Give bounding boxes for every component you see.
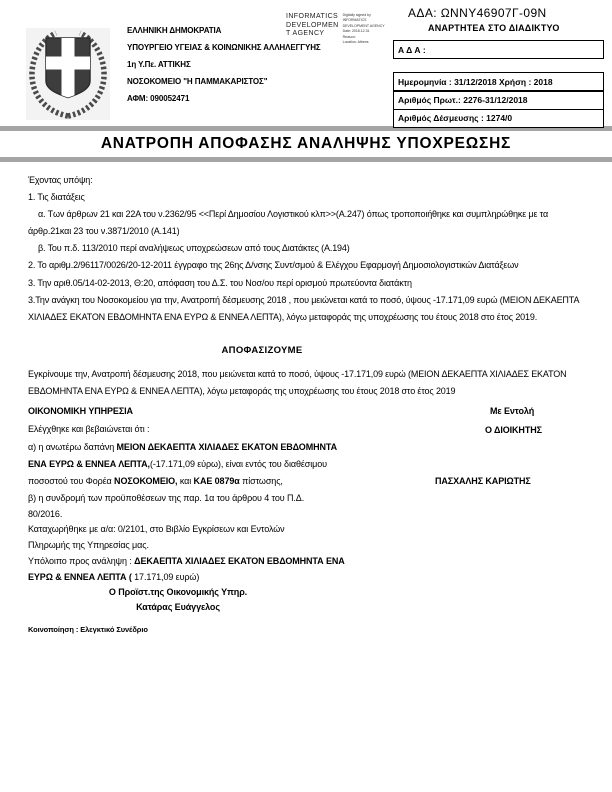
registered-line: Πληρωμής της Υπηρεσίας μας.: [28, 540, 149, 550]
clause-a-text: πίστωσης,: [239, 476, 283, 486]
date-box: Ημερομηνία : 31/12/2018 Χρήση : 2018: [393, 72, 604, 91]
preamble-line: 3.Την ανάγκη του Νοσοκομείου για την, Ανατροπή δέσμευσης 2018 , που μειώνεται κατά το ποσό, ύψους -17.171,09 ευρώ (ΜΕΙΟΝ ΔΕΚΑΕΠΤΑ: [28, 294, 580, 305]
clause-a-line: [28, 459, 327, 469]
org-country: ΕΛΛΗΝΙΚΗ ΔΗΜΟΚΡΑΤΙΑ: [127, 26, 222, 35]
stamp-signature-details: [343, 13, 385, 45]
verified-line: Ελέγχθηκε και βεβαιώνεται ότι :: [28, 424, 150, 434]
coat-of-arms-icon: [26, 28, 110, 120]
commander-title: Ο ΔΙΟΙΚΗΤΗΣ: [485, 425, 542, 435]
entity-name: ΝΟΣΟΚΟΜΕΙΟ,: [114, 476, 178, 486]
clause-a-amount-words: ΜΕΙΟΝ ΔΕΚΑΕΠΤΑ ΧΙΛΙΑΔΕΣ ΕΚΑΤΟΝ ΕΒΔΟΜΗΝΤΑ: [116, 442, 338, 452]
preamble-line: α. Των άρθρων 21 και 22Α του ν.2362/95 <<Περί Δημοσίου Λογιστικού κλπ>>(Α.247) όπως τροποποιήθηκε και συμπληρώθηκε με τα: [38, 209, 548, 220]
decision-section: [28, 366, 588, 400]
clause-a-line: [28, 476, 283, 486]
stamp-detail-line: Digitally signed by: [342, 13, 371, 17]
clause-a-text: (-17.171,09 εύρω), είναι εντός του διαθέσιμου: [149, 459, 327, 469]
clause-a-text: α) η ανωτέρω δαπάνη: [28, 442, 117, 452]
stamp-agency-line: INFORMATICS: [286, 13, 339, 20]
stamp-agency-line: T AGENCY: [286, 30, 325, 37]
clause-b-line: β) η συνδρομή των προϋποθέσεων της παρ. 1α του άρθρου 4 του Π.Δ.: [28, 493, 305, 503]
clause-a-text: και: [177, 476, 194, 486]
org-ministry: ΥΠΟΥΡΓΕΙΟ ΥΓΕΙΑΣ & ΚΟΙΝΩΝΙΚΗΣ ΑΛΛΗΛΕΓΓΥΗΣ: [127, 43, 321, 52]
kae-code: ΚΑΕ 0879α: [193, 476, 240, 486]
notification-line: Κοινοποίηση : Ελεγκτικό Συνέδριο: [28, 625, 148, 634]
title-rule-bottom: [0, 157, 612, 162]
ada-code: ΑΔΑ: ΩΝΝΥ46907Γ-09Ν: [408, 6, 547, 20]
having-regard-line: Έχοντας υπόψη:: [28, 175, 93, 185]
decision-heading: ΑΠΟΦΑΣΙΖΟΥΜΕ: [221, 345, 303, 356]
finance-dept-heading: ΟΙΚΟΝΟΜΙΚΗ ΥΠΗΡΕΣΙΑ: [28, 406, 133, 416]
finance-director-title: Ο Προϊστ.της Οικονομικής Υπηρ.: [108, 587, 248, 597]
stamp-agency-line: DEVELOPMEN: [286, 21, 339, 29]
stamp-detail-line: DEVELOPMENT AGENCY: [342, 23, 385, 28]
registered-line: Καταχωρήθηκε με α/α: 0/2101, στο Βιβλίο Εγκρίσεων και Εντολών: [28, 524, 285, 534]
balance-amount-words: ΔΕΚΑΕΠΤΑ ΧΙΛΙΑΔΕΣ ΕΚΑΤΟΝ ΕΒΔΟΜΗΝΤΑ ΕΝΑ: [134, 556, 345, 566]
document-title: ΑΝΑΤΡΟΠΗ ΑΠΟΦΑΣΗΣ ΑΝΑΛΗΨΗΣ ΥΠΟΧΡΕΩΣΗΣ: [100, 135, 512, 152]
clause-a-amount-words: ΕΝΑ ΕΥΡΩ & ΕΝΝΕΑ ΛΕΠΤΑ,: [28, 459, 150, 469]
commander-name: ΠΑΣΧΑΛΗΣ ΚΑΡΙΩΤΗΣ: [435, 476, 531, 486]
balance-amount-words: ΕΥΡΩ & ΕΝΝΕΑ ΛΕΠΤΑ (: [28, 572, 132, 582]
clause-b-line: 80/2016.: [28, 509, 63, 519]
preamble-line: άρθρ.21και 23 του ν.3871/2010 (Α.141): [28, 226, 180, 237]
by-order-label: Με Εντολή: [490, 406, 535, 416]
internet-publish-notice: ΑΝΑΡΤΗΤΕΑ ΣΤΟ ΔΙΑΔΙΚΤΥΟ: [428, 23, 560, 33]
balance-line: [28, 556, 345, 566]
preamble-section: [28, 172, 588, 326]
stamp-agency-name: [286, 13, 339, 45]
ada-box: Α Δ Α :: [393, 40, 604, 59]
digital-signature-stamp: [286, 13, 385, 45]
decision-line: Εγκρίνουμε την, Ανατροπή δέσμευσης 2018, που μειώνεται κατά το ποσό, ύψους -17.171,09 ευρώ (ΜΕΙΟΝ ΔΕΚΑΕΠΤΑ ΧΙΛΙΑΔΕΣ ΕΚΑΤΟΝ: [28, 369, 567, 379]
stamp-detail-line: Reason:: [342, 34, 356, 39]
clause-a-line: [28, 442, 337, 452]
preamble-line: 2. Το αριθμ.2/96117/0026/20-12-2011 έγγραφο της 26ης Δ/νσης Συντ/σμού & Ελέγχου Εφαρμογή Δημοσιολογιστικών Διατάξεων: [28, 260, 519, 271]
greek-coat-of-arms-emblem: [26, 28, 110, 120]
org-afm: ΑΦΜ: 090052471: [127, 94, 190, 103]
preamble-line: β. Του π.δ. 113/2010 περί αναλήψεως υποχρεώσεων από τους Διατάκτες (Α.194): [38, 243, 350, 254]
balance-label: Υπόλοιπο προς ανάληψη :: [28, 556, 135, 566]
stamp-detail-line: Date: 2018.12.31: [342, 29, 370, 34]
preamble-line: 1. Τις διατάξεις: [28, 192, 85, 203]
clause-a-text: ποσοστού του Φορέα: [28, 476, 115, 486]
preamble-line: ΧΙΛΙΑΔΕΣ ΕΚΑΤΟΝ ΕΒΔΟΜΗΝΤΑ ΕΝΑ ΕΥΡΩ & ΕΝΝΕΑ ΛΕΠΤΑ), λόγω μεταφοράς της υποχρέωσης του έτους 2018 στο έτος 2019.: [28, 311, 538, 322]
finance-director-name: Κατάρας Ευάγγελος: [136, 602, 220, 612]
stamp-detail-line: INFORMATICS: [342, 18, 367, 23]
balance-line: [28, 572, 199, 582]
decision-line: ΕΒΔΟΜΗΝΤΑ ΕΝΑ ΕΥΡΩ & ΕΝΝΕΑ ΛΕΠΤΑ), λόγω μεταφοράς της υποχρέωσης του έτους 2018 στο έτος 2019: [28, 385, 456, 396]
stamp-detail-line: Location: Athens: [342, 40, 369, 45]
org-region: 1η Υ.Πε. ΑΤΤΙΚΗΣ: [127, 60, 191, 69]
balance-amount-numeric: 17.171,09 ευρώ): [131, 572, 200, 582]
protocol-number-box: Αριθμός Πρωτ.: 2276-31/12/2018: [393, 91, 604, 110]
commitment-number-box: Αριθμός Δέσμευσης : 1274/0: [393, 109, 604, 128]
preamble-line: 3. Την αριθ.05/14-02-2013, Θ:20, απόφαση του Δ.Σ. του Νοσ/ου περί ορισμού πρωτεύοντα διατάκτη: [28, 277, 412, 288]
org-hospital: ΝΟΣΟΚΟΜΕΙΟ "Η ΠΑΜΜΑΚΑΡΙΣΤΟΣ": [127, 77, 268, 86]
